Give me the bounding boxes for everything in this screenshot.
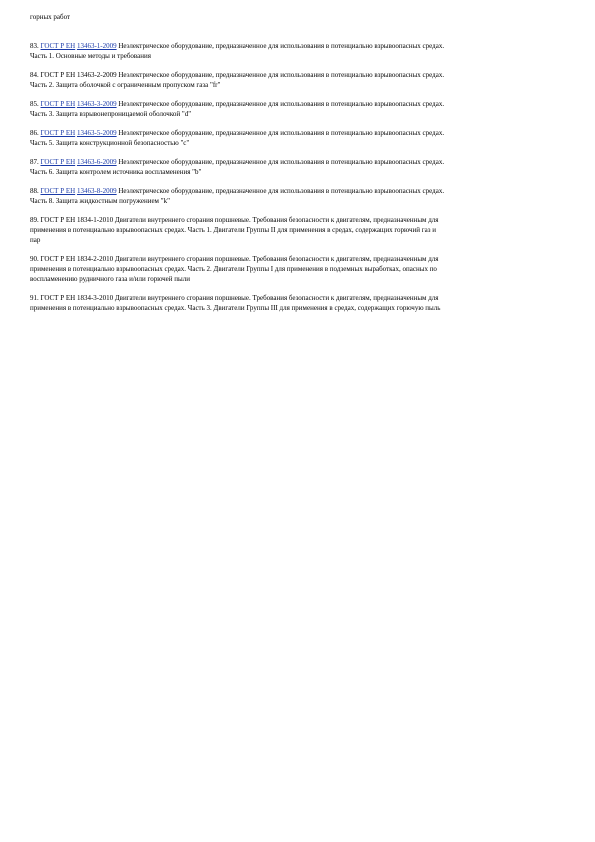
entry-number: 91.: [30, 294, 39, 302]
entry-part-line: Часть 1. Основные методы и требования: [30, 52, 151, 60]
entry-number: 87.: [30, 158, 39, 166]
entry-title-line: Неэлектрическое оборудование, предназначенное для использования в потенциально взрывоопасных средах.: [118, 42, 445, 50]
entry-number: 85.: [30, 100, 39, 108]
standard-code: 1834-3-2010: [76, 294, 114, 302]
entry-first-line: [30, 215, 575, 225]
entry-continuation-line: воспламенению рудничного газа и/или горючей пыли: [30, 275, 190, 283]
list-item: [30, 157, 575, 177]
list-item: [30, 41, 575, 61]
list-item: [30, 254, 575, 284]
entry-title-line: Неэлектрическое оборудование, предназначенное для использования в потенциально взрывоопасных средах.: [118, 158, 445, 166]
entry-part-line: применения в потенциально взрывоопасных средах. Часть 1. Двигатели Группы II для применения в средах, содержащих горючий газ и: [30, 226, 436, 234]
entry-first-line: [30, 186, 575, 196]
entry-first-line: [30, 99, 575, 109]
continuation-text: горных работ: [30, 13, 71, 21]
list-item: [30, 293, 575, 313]
entry-title-line: Неэлектрическое оборудование, предназначенное для использования в потенциально взрывоопасных средах.: [118, 129, 445, 137]
entry-title-line: Двигатели внутреннего сгорания поршневые. Требования безопасности к двигателям, предназначенным для: [114, 255, 439, 263]
list-item: [30, 70, 575, 90]
standard-code: 1834-1-2010: [76, 216, 114, 224]
standard-code[interactable]: 13463-1-2009: [76, 42, 117, 50]
standard-prefix: ГОСТ Р ЕН: [40, 71, 76, 79]
standard-code: 13463-2-2009: [76, 71, 117, 79]
standard-code[interactable]: 13463-3-2009: [76, 100, 117, 108]
standard-prefix: ГОСТ Р ЕН: [40, 216, 76, 224]
list-item: [30, 186, 575, 206]
entry-part-line: применения в потенциально взрывоопасных средах. Часть 3. Двигатели Группы III для применения в средах, содержащих горючую пыль: [30, 304, 441, 312]
entry-part-line: применения в потенциально взрывоопасных средах. Часть 2. Двигатели Группы I для применения в подземных выработках, опасных по: [30, 265, 437, 273]
entry-title-line: Неэлектрическое оборудование, предназначенное для использования в потенциально взрывоопасных средах.: [118, 71, 445, 79]
standard-prefix[interactable]: ГОСТ Р ЕН: [40, 42, 76, 50]
standard-prefix[interactable]: ГОСТ Р ЕН: [40, 129, 76, 137]
standard-prefix[interactable]: ГОСТ Р ЕН: [40, 158, 76, 166]
standard-code[interactable]: 13463-6-2009: [76, 158, 117, 166]
entry-first-line: [30, 157, 575, 167]
entry-first-line: [30, 70, 575, 80]
entry-part-line: Часть 6. Защита контролем источника воспламенения "b": [30, 168, 202, 176]
entry-continuation-line: пар: [30, 236, 41, 244]
standard-code[interactable]: 13463-8-2009: [76, 187, 117, 195]
list-item: [30, 215, 575, 245]
entry-first-line: [30, 254, 575, 264]
standard-prefix: ГОСТ Р ЕН: [40, 294, 76, 302]
list-item: [30, 128, 575, 148]
entry-first-line: [30, 41, 575, 51]
entry-number: 90.: [30, 255, 39, 263]
standards-list: [30, 41, 575, 322]
entry-part-line: Часть 2. Защита оболочкой с ограниченным пропуском газа "fr": [30, 81, 221, 89]
entry-title-line: Двигатели внутреннего сгорания поршневые. Требования безопасности к двигателям, предназначенным для: [114, 294, 439, 302]
entry-title-line: Неэлектрическое оборудование, предназначенное для использования в потенциально взрывоопасных средах.: [118, 100, 445, 108]
entry-title-line: Двигатели внутреннего сгорания поршневые. Требования безопасности к двигателям, предназначенным для: [114, 216, 439, 224]
standard-prefix: ГОСТ Р ЕН: [40, 255, 76, 263]
entry-first-line: [30, 128, 575, 138]
standard-code: 1834-2-2010: [76, 255, 114, 263]
entry-first-line: [30, 293, 575, 303]
entry-number: 84.: [30, 71, 39, 79]
entry-part-line: Часть 8. Защита жидкостным погружением "k": [30, 197, 170, 205]
entry-number: 86.: [30, 129, 39, 137]
standard-prefix[interactable]: ГОСТ Р ЕН: [40, 100, 76, 108]
entry-part-line: Часть 3. Защита взрывонепроницаемой оболочкой "d": [30, 110, 192, 118]
entry-number: 88.: [30, 187, 39, 195]
standard-code[interactable]: 13463-5-2009: [76, 129, 117, 137]
list-item: [30, 99, 575, 119]
entry-part-line: Часть 5. Защита конструкционной безопасностью "c": [30, 139, 190, 147]
entry-number: 89.: [30, 216, 39, 224]
entry-number: 83.: [30, 42, 39, 50]
standard-prefix[interactable]: ГОСТ Р ЕН: [40, 187, 76, 195]
entry-title-line: Неэлектрическое оборудование, предназначенное для использования в потенциально взрывоопасных средах.: [118, 187, 445, 195]
